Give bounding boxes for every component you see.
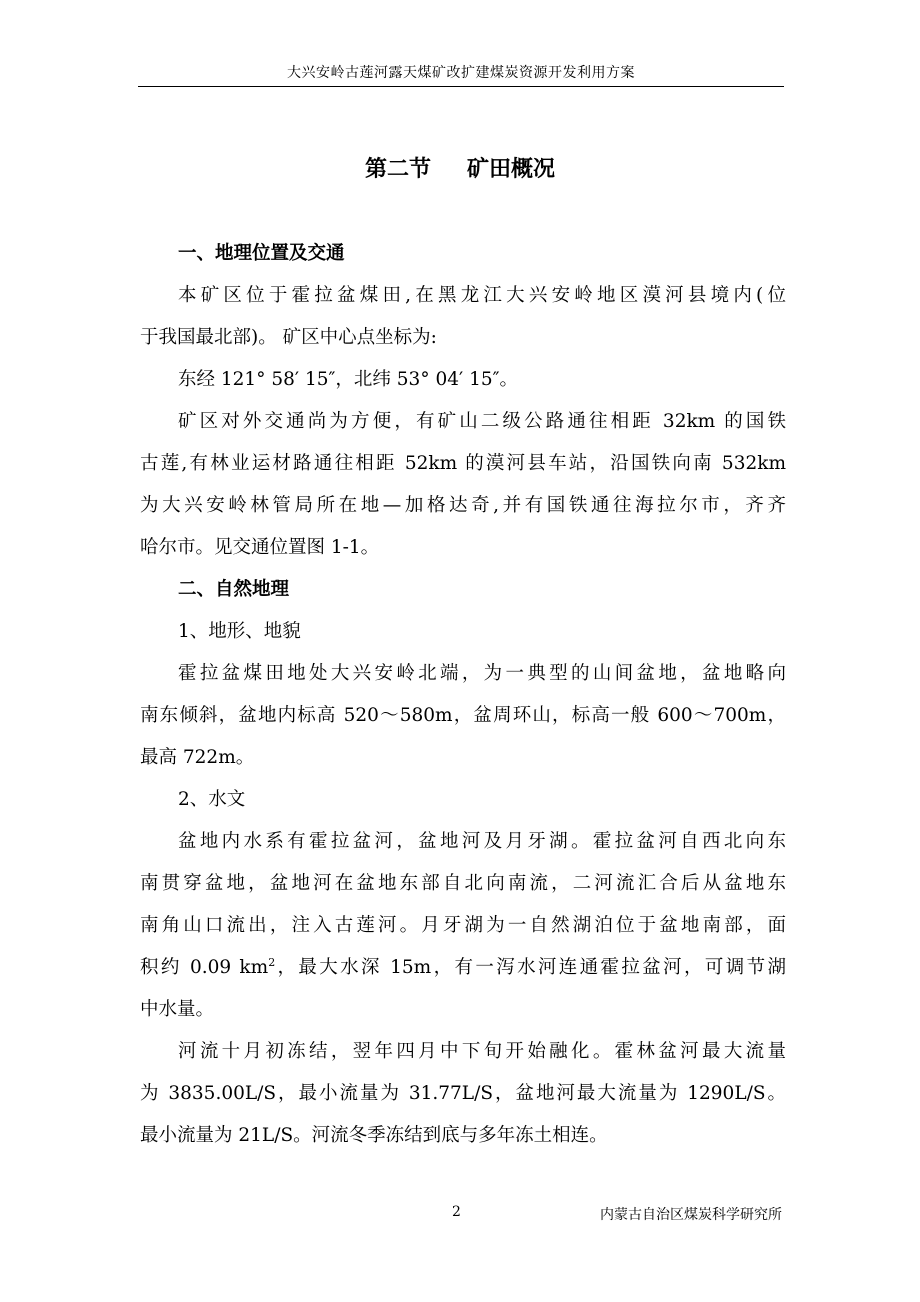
body-text (140, 233, 786, 1157)
page-number: 2 (452, 1204, 461, 1220)
area-text: 积约 0.09 km (140, 957, 269, 978)
paragraph-line: 为大兴安岭林管局所在地—加格达奇,并有国铁通往海拉尔市，齐齐 (140, 495, 786, 516)
header-rule (138, 86, 784, 87)
paragraph-line: 霍拉盆煤田地处大兴安岭北端，为一典型的山间盆地，盆地略向 (178, 663, 786, 684)
superscript: 2 (268, 955, 276, 969)
paragraph-line: 南角山口流出，注入古莲河。月牙湖为一自然湖泊位于盆地南部，面 (140, 915, 786, 936)
paragraph-line: 本矿区位于霍拉盆煤田,在黑龙江大兴安岭地区漠河县境内(位 (178, 285, 786, 306)
area-text-rest: ，最大水深 15m，有一泻水河连通霍拉盆河，可调节湖 (275, 957, 786, 978)
paragraph-line (140, 947, 786, 989)
paragraph-line: 最高 722m。 (140, 747, 255, 768)
section-title (0, 152, 920, 183)
paragraph-line: 南贯穿盆地，盆地河在盆地东部自北向南流，二河流汇合后从盆地东 (140, 873, 786, 894)
section-number: 第二节 (364, 156, 431, 182)
paragraph-line: 为 3835.00L/S，最小流量为 31.77L/S，盆地河最大流量为 1290L/S。 (140, 1083, 786, 1104)
paragraph-line: 矿区对外交通尚为方便，有矿山二级公路通往相距 32km 的国铁 (178, 411, 786, 432)
paragraph-line: 于我国最北部)。 矿区中心点坐标为: (140, 327, 437, 348)
heading-natural-geography: 二、自然地理 (178, 579, 290, 600)
paragraph-line: 最小流量为 21L/S。河流冬季冻结到底与多年冻土相连。 (140, 1125, 608, 1146)
heading-geo-location: 一、地理位置及交通 (178, 243, 345, 264)
paragraph-line: 盆地内水系有霍拉盆河，盆地河及月牙湖。霍拉盆河自西北向东 (178, 831, 786, 852)
footer-organization: 内蒙古自治区煤炭科学研究所 (600, 1207, 782, 1223)
section-name: 矿田概况 (467, 156, 556, 182)
paragraph-line: 古莲,有林业运材路通往相距 52km 的漠河县车站，沿国铁向南 532km (140, 453, 786, 474)
paragraph-line: 南东倾斜，盆地内标高 520～580m，盆周环山，标高一般 600～700m， (140, 705, 786, 726)
paragraph-line: 哈尔市。见交通位置图 1-1。 (140, 537, 380, 558)
paragraph-line: 东经 121° 58′ 15″，北纬 53° 04′ 15″。 (178, 369, 519, 390)
paragraph-line: 河流十月初冻结，翌年四月中下旬开始融化。霍林盆河最大流量 (178, 1041, 786, 1062)
running-header: 大兴安岭古莲河露天煤矿改扩建煤炭资源开发利用方案 (287, 65, 635, 81)
subheading-terrain: 1、地形、地貌 (178, 621, 301, 642)
subheading-hydrology: 2、水文 (178, 789, 246, 810)
paragraph-line: 中水量。 (140, 999, 215, 1020)
